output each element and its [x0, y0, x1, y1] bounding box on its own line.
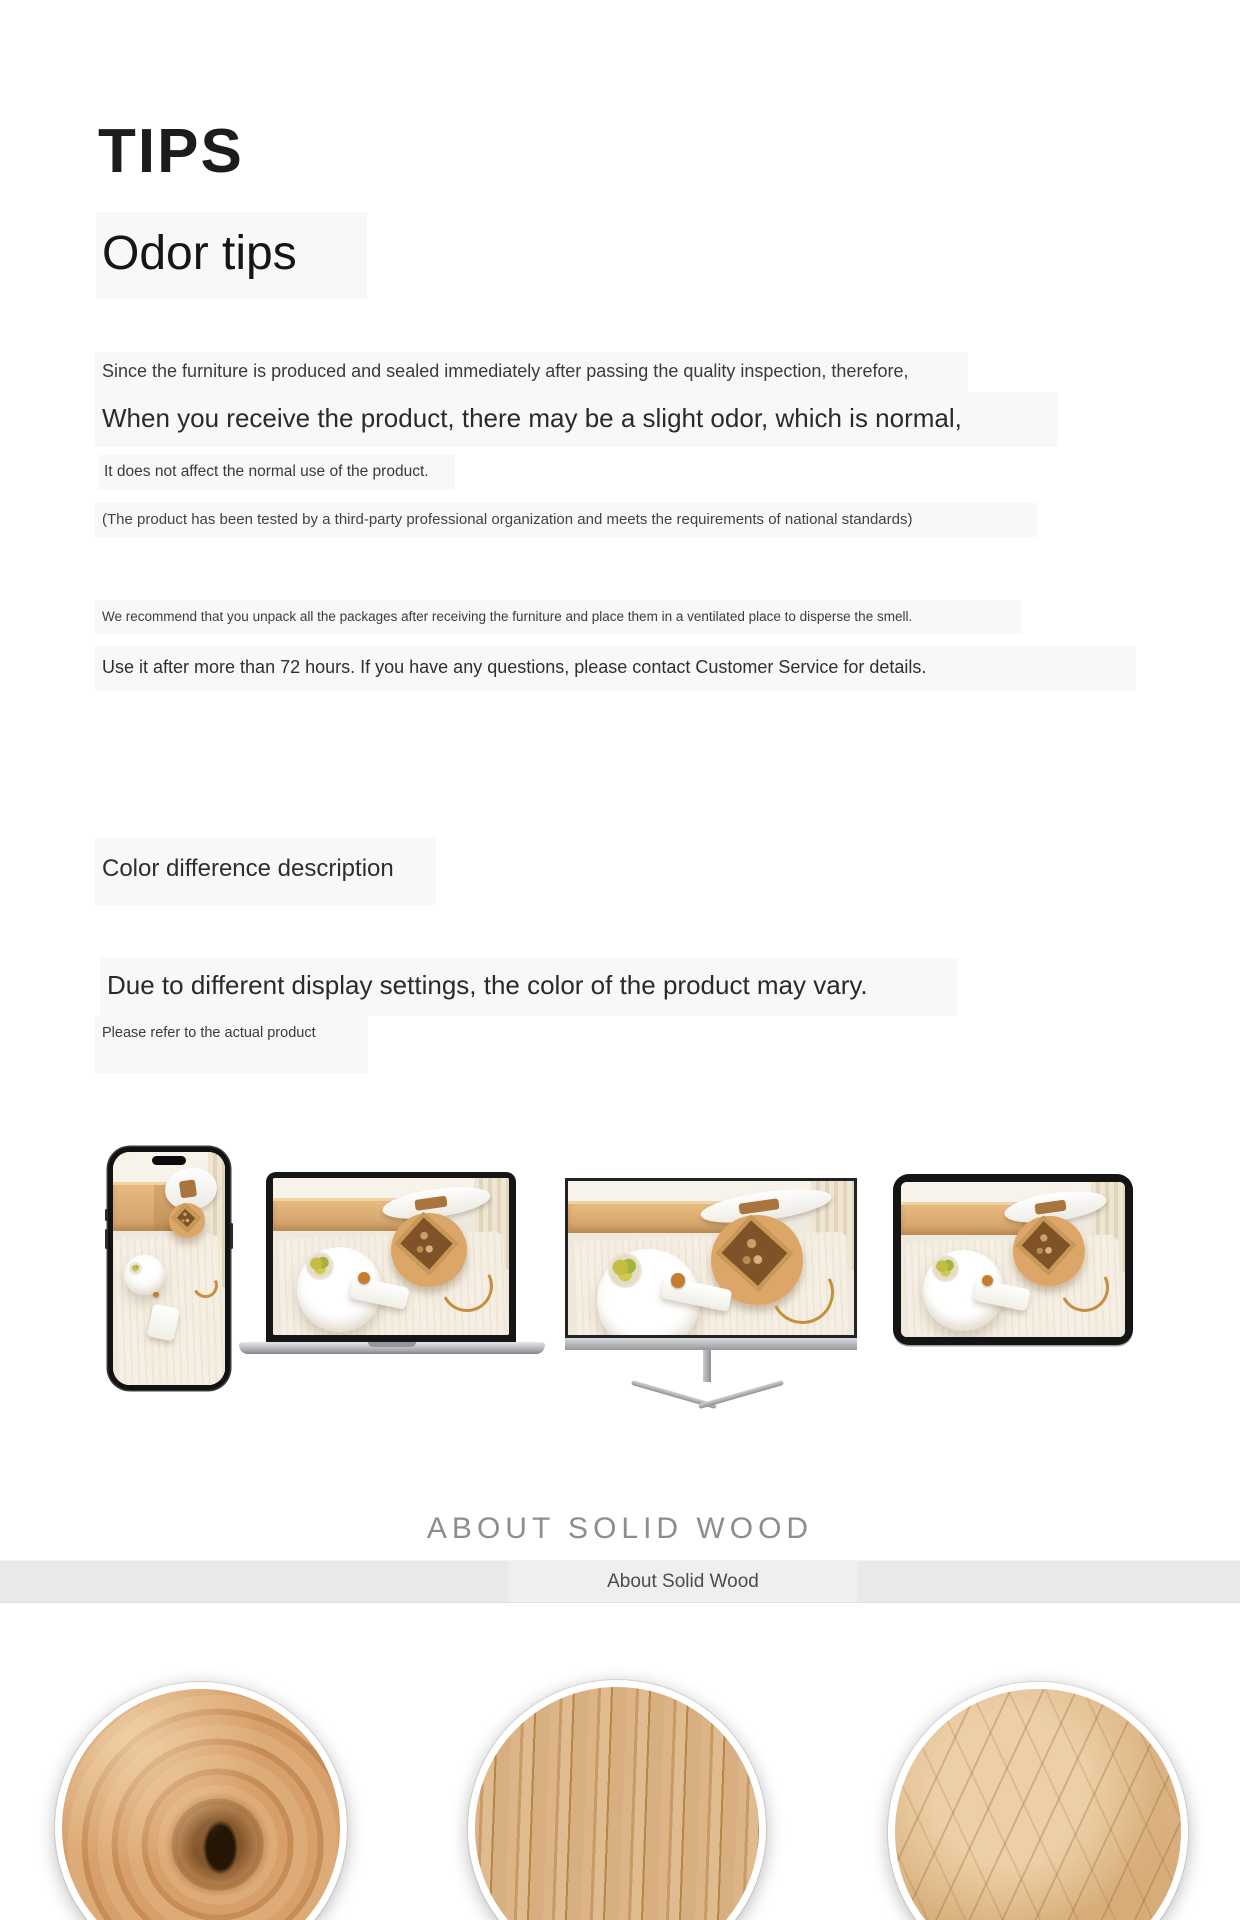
wood-knot-texture-image [55, 1682, 347, 1920]
phone-notch [152, 1156, 186, 1165]
color-difference-heading: Color difference description [95, 838, 436, 905]
tray [413, 1195, 447, 1211]
fruit-bowl [129, 1262, 142, 1275]
cup [982, 1275, 993, 1286]
tips-title: TIPS [98, 117, 244, 186]
monitor-screen [568, 1181, 854, 1335]
wood-coffee-table [169, 1203, 205, 1238]
phone-side-button [230, 1223, 233, 1249]
wood-vertical-grain-texture-image [468, 1680, 766, 1920]
phone-mockup [108, 1147, 230, 1390]
tablet-screen [901, 1182, 1125, 1337]
living-room-photo [113, 1152, 225, 1385]
about-solid-wood-bar-label: About Solid Wood [508, 1561, 858, 1602]
paragraph-display-settings: Due to different display settings, the color of the product may vary. [100, 958, 958, 1016]
monitor-mockup [565, 1178, 857, 1350]
living-room-photo [273, 1178, 509, 1335]
tray [1034, 1199, 1066, 1214]
paragraph-refer-actual: Please refer to the actual product [95, 1016, 368, 1073]
white-coffee-table [124, 1255, 164, 1295]
about-solid-wood-bar [0, 1560, 1240, 1603]
living-room-photo [568, 1181, 854, 1335]
monitor-stand-neck [703, 1350, 711, 1382]
paragraph-unpack: We recommend that you unpack all the packages after receiving the furniture and place them in a ventilated place to disperse the smell. [95, 600, 1022, 634]
fruit-bowl [932, 1255, 959, 1282]
laptop-mockup [266, 1172, 516, 1342]
wood-speckled-grain-texture-image [888, 1682, 1188, 1920]
phone-side-button [105, 1209, 108, 1221]
monitor-chin [565, 1338, 857, 1350]
storage-compartment [1017, 1216, 1077, 1276]
phone-screen [113, 1152, 225, 1385]
monitor-stand-leg [698, 1380, 784, 1409]
paragraph-no-affect: It does not affect the normal use of the product. [98, 455, 455, 490]
tray [179, 1179, 197, 1198]
paragraph-tested: (The product has been tested by a third-party professional organization and meets the requirements of national standards) [95, 503, 1038, 537]
monitor-bezel [565, 1178, 857, 1338]
odor-tips-subtitle: Odor tips [96, 212, 367, 299]
paragraph-odor-normal: When you receive the product, there may be a slight odor, which is normal, [95, 392, 1058, 447]
living-room-photo [901, 1182, 1125, 1337]
cup [358, 1272, 370, 1284]
about-solid-wood-heading: ABOUT SOLID WOOD [426, 1512, 814, 1545]
tray [738, 1198, 779, 1214]
laptop-base [239, 1342, 545, 1354]
cup [671, 1273, 685, 1287]
paragraph-72-hours: Use it after more than 72 hours. If you have any questions, please contact Customer Service for details. [95, 646, 1136, 691]
paragraph-sealed: Since the furniture is produced and sealed immediately after passing the quality inspection, therefore, [95, 352, 968, 392]
phone-side-button [105, 1229, 108, 1249]
fruit-bowl [608, 1253, 642, 1287]
tablet-mockup [893, 1174, 1133, 1345]
storage-compartment [171, 1203, 201, 1233]
laptop-screen [273, 1178, 509, 1335]
